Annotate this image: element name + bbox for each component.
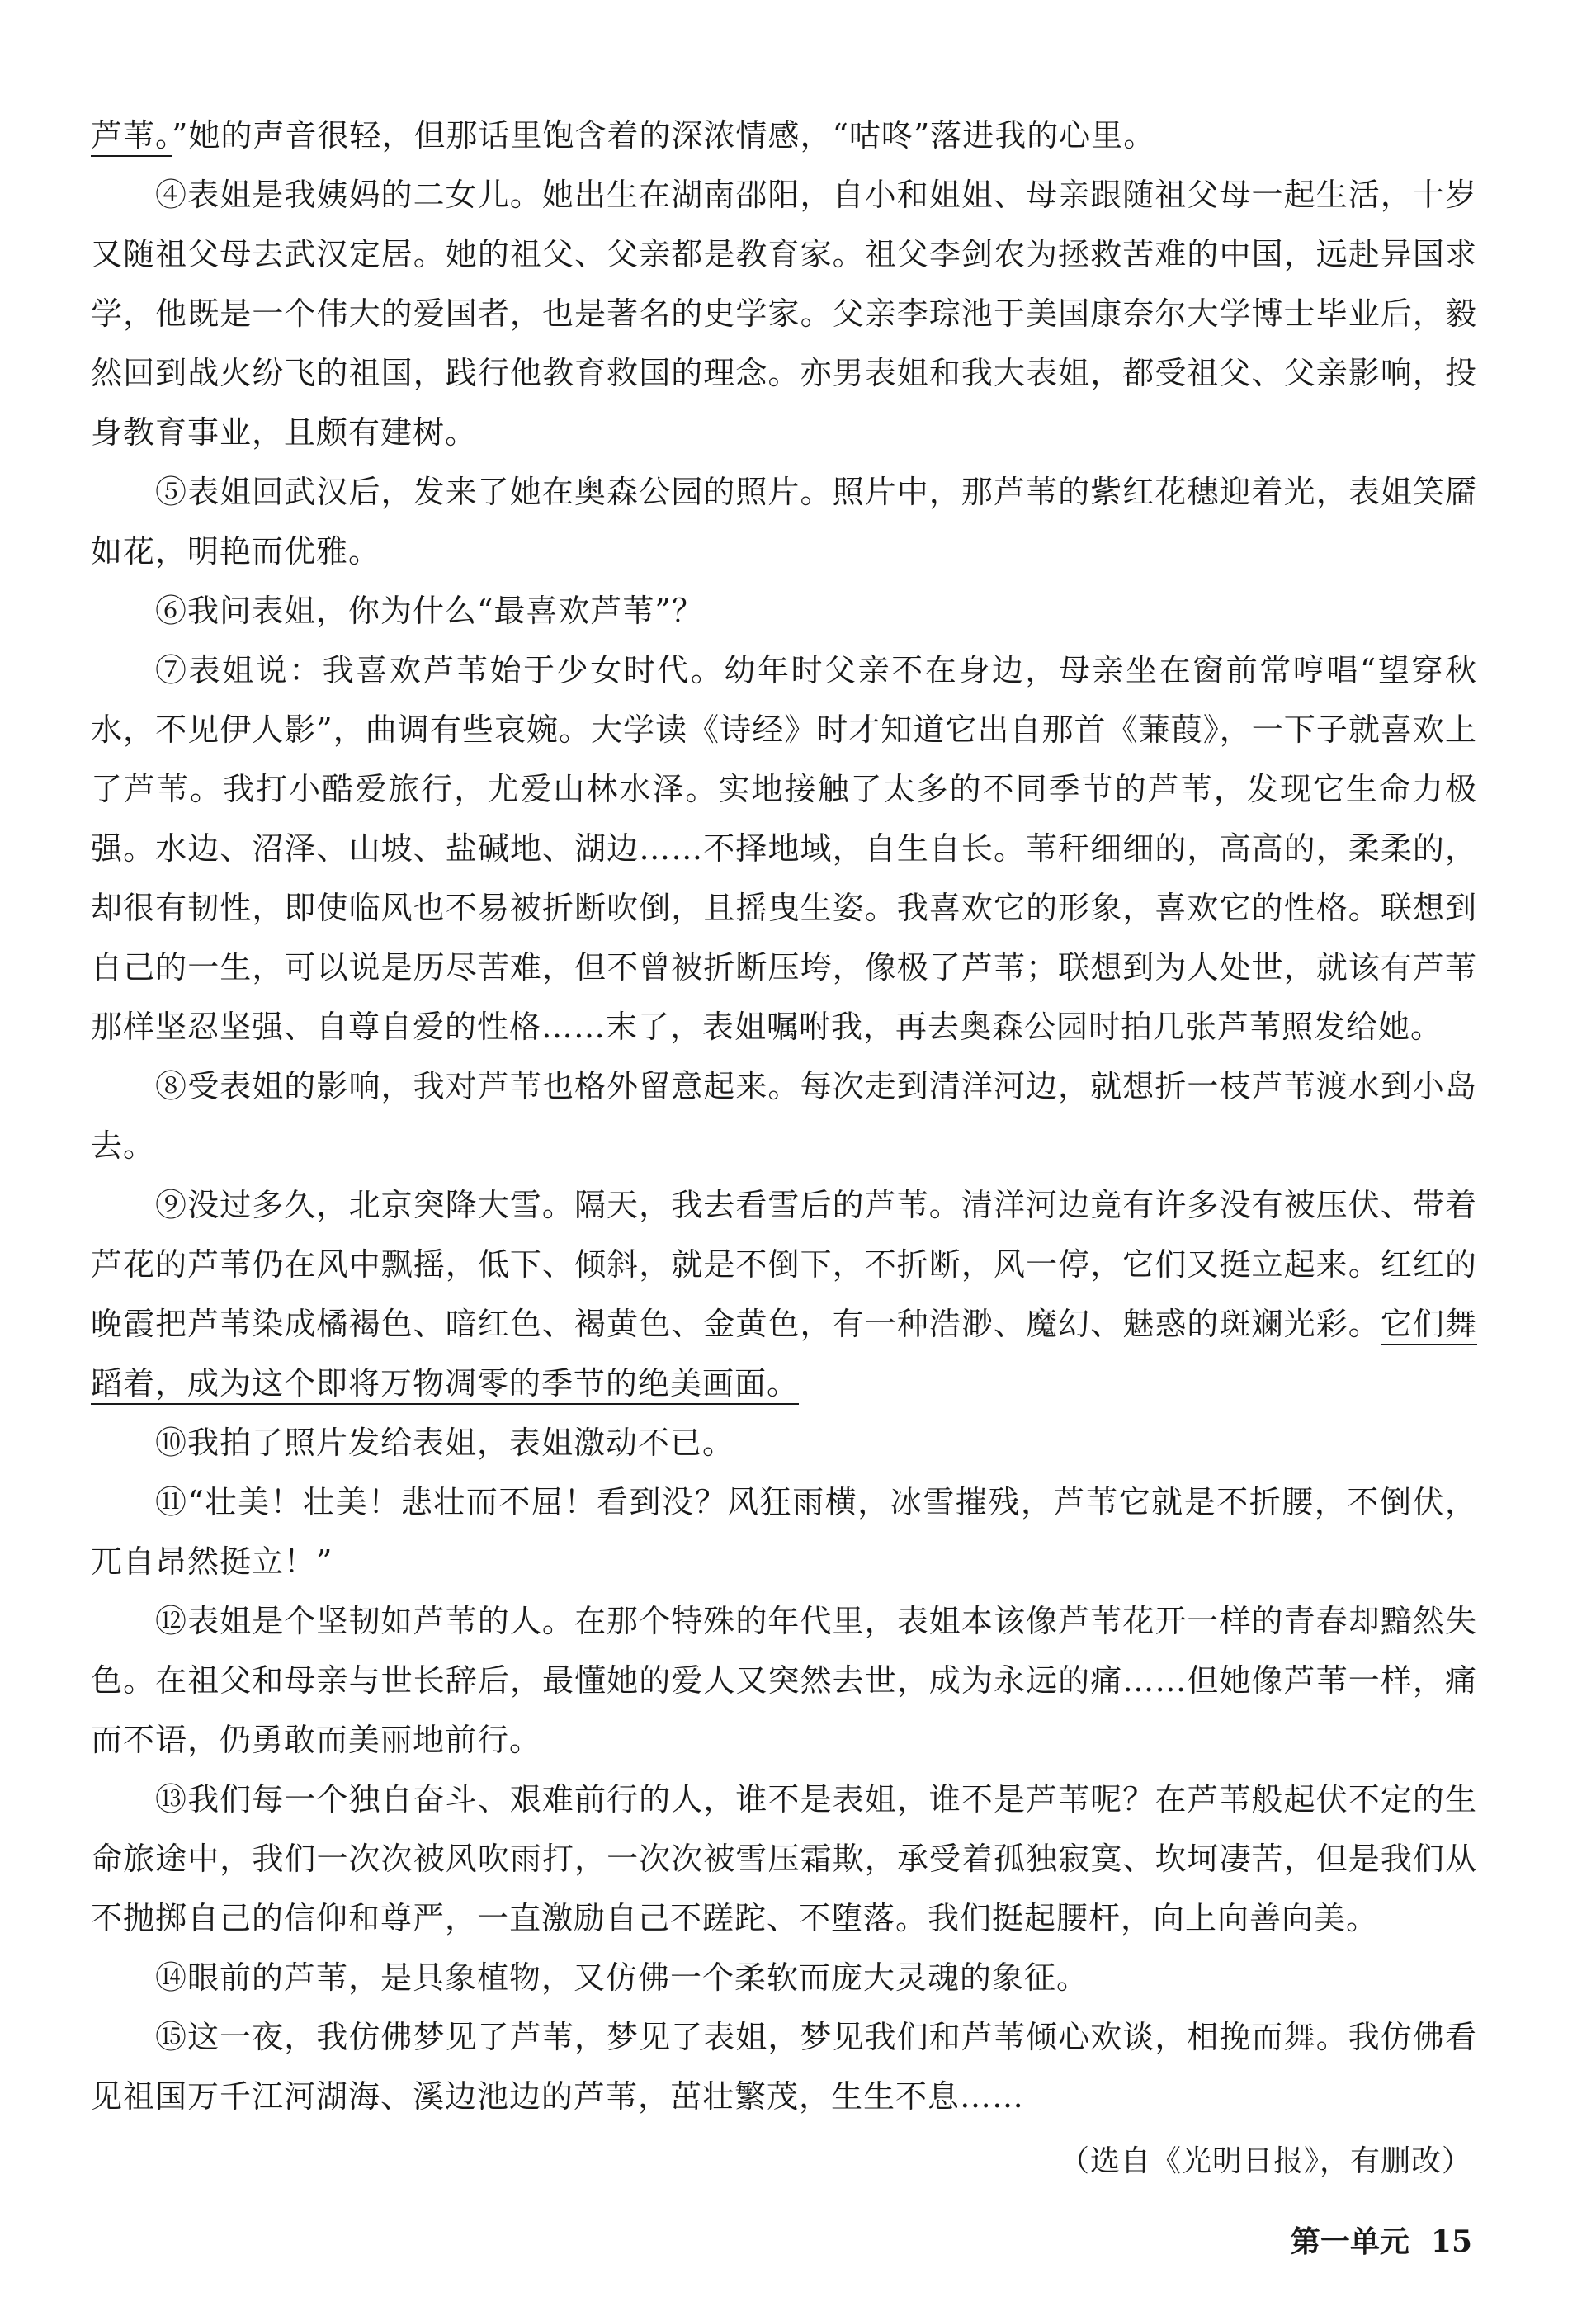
paragraph-5: ⑤表姐回武汉后，发来了她在奥森公园的照片。照片中，那芦苇的紫红花穗迎着光，表姐笑靥如花，明艳而优雅。 [91,474,1477,570]
page-footer [1291,2219,1472,2261]
source-citation: （选自《光明日报》，有删改） [1059,2144,1472,2178]
paragraph-14: ⑭眼前的芦苇，是具象植物，又仿佛一个柔软而庞大灵魂的象征。 [155,1959,1089,1996]
paragraph-12: ⑫表姐是个坚韧如芦苇的人。在那个特殊的年代里，表姐本该像芦苇花开一样的青春却黯然失色。在祖父和母亲与世长辞后，最懂她的爱人又突然去世，成为永远的痛……但她像芦苇一样，痛而不语，仍勇敢而美丽地前行。 [91,1603,1477,1758]
paragraph-6: ⑥我问表姐，你为什么“最喜欢芦苇”？ [155,593,704,629]
paragraph-15: ⑮这一夜，我仿佛梦见了芦苇，梦见了表姐，梦见我们和芦苇倾心欢谈，相挽而舞。我仿佛看见祖国万千江河湖海、溪边池边的芦苇，茁壮繁茂，生生不息…… [91,2019,1477,2115]
paragraph-text: ”她的声音很轻，但那话里饱含着的深浓情感，“咕咚”落进我的心里。 [172,117,1156,154]
page-number: 15 [1430,2224,1472,2259]
paragraph-9-text: ⑨没过多久，北京突降大雪。隔天，我去看雪后的芦苇。清洋河边竟有许多没有被压伏、带着芦花的芦苇仍在风中飘摇，低下、倾斜，就是不倒下，不折断，风一停，它们又挺立起来。红红的晚霞把芦苇染成橘褐色、暗红色、褐黄色、金黄色，有一种浩渺、魔幻、魅惑的斑斓光彩。 [91,1187,1477,1342]
article-body [91,106,1477,2126]
paragraph-10: ⑩我拍了照片发给表姐，表姐激动不已。 [155,1425,735,1461]
unit-label: 第一单元 [1290,2225,1409,2259]
paragraph-8: ⑧受表姐的影响，我对芦苇也格外留意起来。每次走到清洋河边，就想折一枝芦苇渡水到小岛去。 [91,1068,1477,1164]
underlined-text: 芦苇。 [91,117,172,157]
paragraph-11: ⑪“壮美！壮美！悲壮而不屈！看到没？风狂雨横，冰雪摧残，芦苇它就是不折腰，不倒伏，兀自昂然挺立！” [91,1484,1477,1580]
paragraph-4: ④表姐是我姨妈的二女儿。她出生在湖南邵阳，自小和姐姐、母亲跟随祖父母一起生活，十岁又随祖父母去武汉定居。她的祖父、父亲都是教育家。祖父李剑农为拯救苦难的中国，远赴异国求学，他既是一个伟大的爱国者，也是著名的史学家。父亲李琮池于美国康奈尔大学博士毕业后，毅然回到战火纷飞的祖国，践行他教育救国的理念。亦男表姐和我大表姐，都受祖父、父亲影响，投身教育事业，且颇有建树。 [91,177,1477,451]
paragraph-13: ⑬我们每一个独自奋斗、艰难前行的人，谁不是表姐，谁不是芦苇呢？在芦苇般起伏不定的生命旅途中，我们一次次被风吹雨打，一次次被雪压霜欺，承受着孤独寂寞、坎坷凄苦，但是我们从不抛掷自己的信仰和尊严，一直激励自己不蹉跎、不堕落。我们挺起腰杆，向上向善向美。 [91,1781,1477,1936]
paragraph-continued [91,106,1477,165]
underlined-sentence: 它们舞蹈着，成为这个即将万物凋零的季节的绝美画面。 [91,1306,1477,1405]
paragraph-9 [91,1175,1477,1413]
paragraph-7: ⑦表姐说：我喜欢芦苇始于少女时代。幼年时父亲不在身边，母亲坐在窗前常哼唱“望穿秋水，不见伊人影”，曲调有些哀婉。大学读《诗经》时才知道它出自那首《蒹葭》，一下子就喜欢上了芦苇。我打小酷爱旅行，尤爱山林水泽。实地接触了太多的不同季节的芦苇，发现它生命力极强。水边、沼泽、山坡、盐碱地、湖边……不择地域，自生自长。苇秆细细的，高高的，柔柔的，却很有韧性，即使临风也不易被折断吹倒，且摇曳生姿。我喜欢它的形象，喜欢它的性格。联想到自己的一生，可以说是历尽苦难，但不曾被折断压垮，像极了芦苇；联想到为人处世，就该有芦苇那样坚忍坚强、自尊自爱的性格……末了，表姐嘱咐我，再去奥森公园时拍几张芦苇照发给她。 [91,652,1477,1045]
